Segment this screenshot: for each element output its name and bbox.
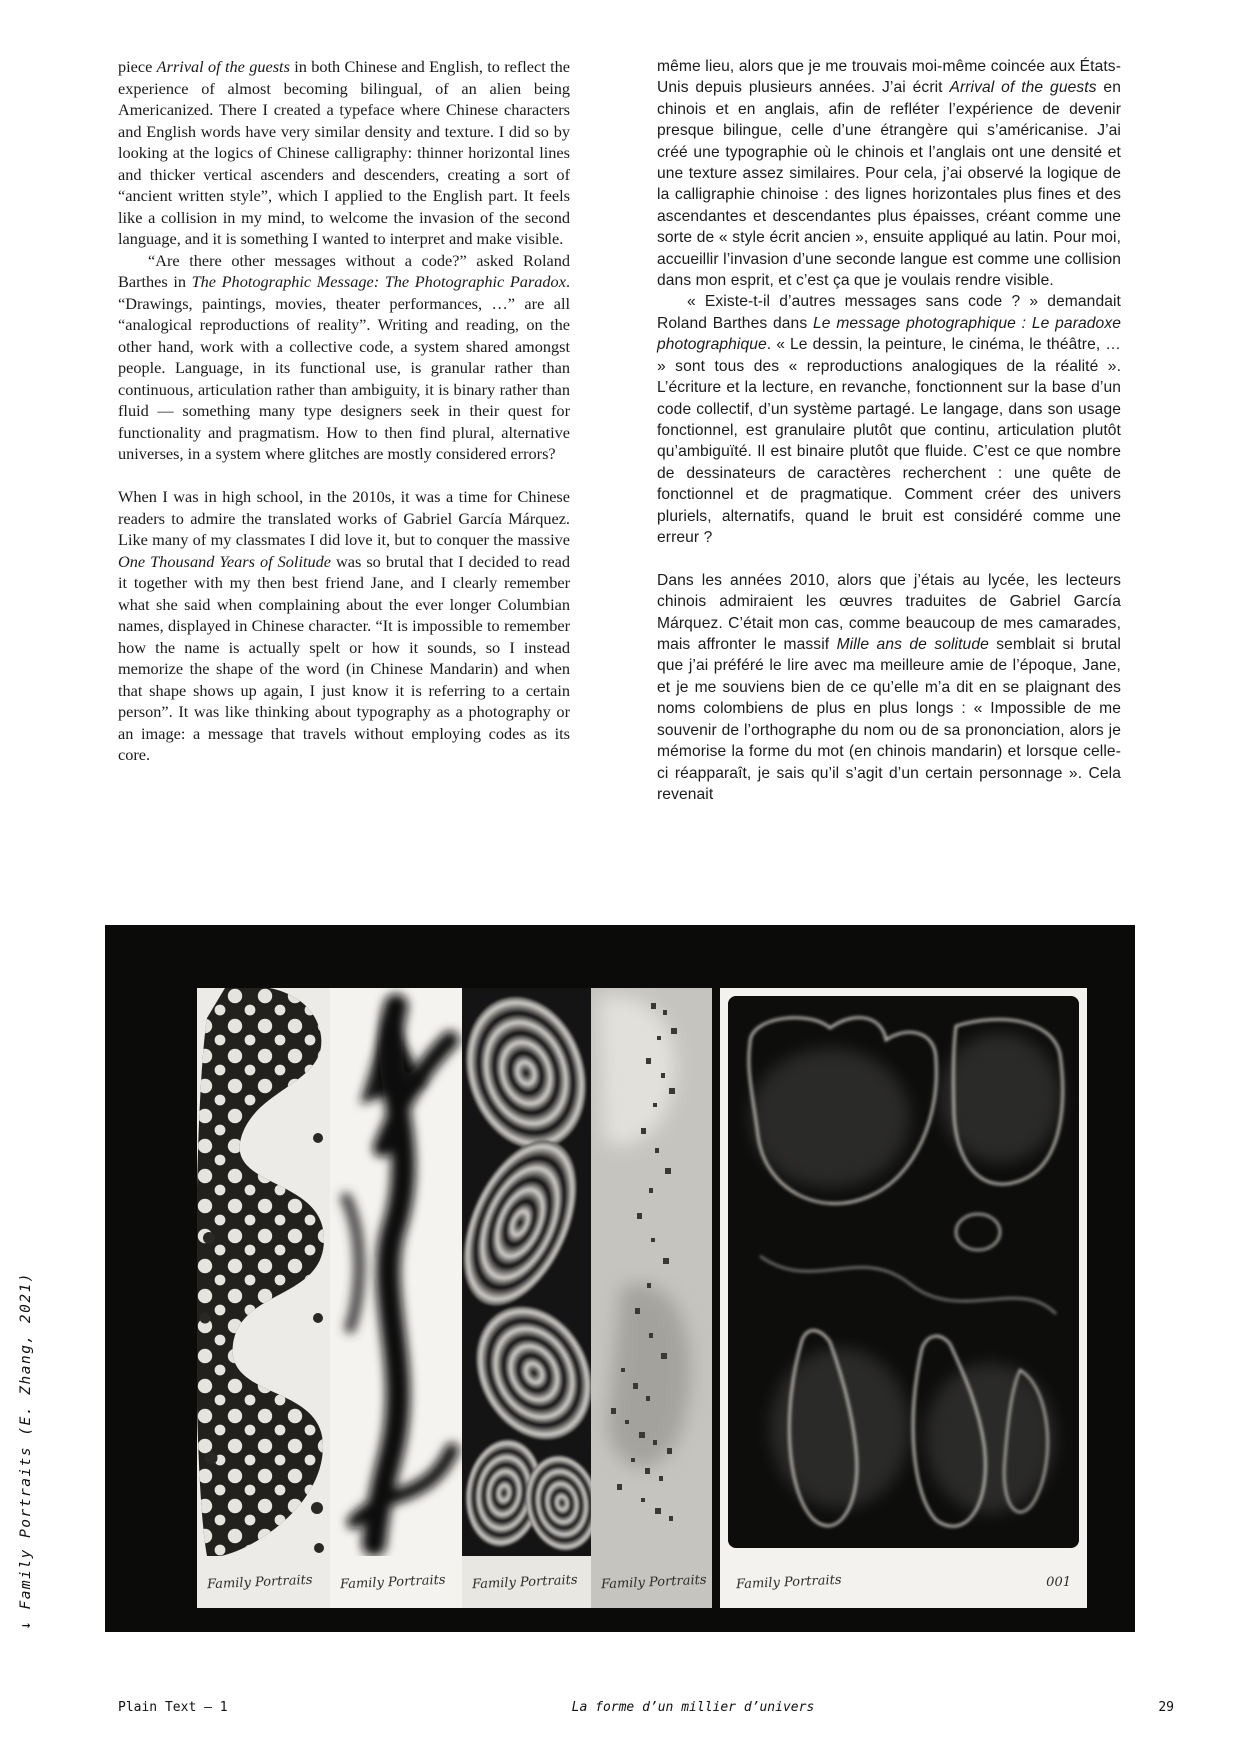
paragraph: When I was in high school, in the 2010s, it was a time for Chinese readers to admire the translated works of Gabriel García Márquez. Like many of my classmates I did love it, but to conquer the massive One Thousand Years of Solitude was so brutal that I decided to read it together with my then best friend Jane, and I clearly remember what she said when complaining about the ever longer Columbian names, displayed in Chinese character. “It is impossible to remember how the name is actually spelt or how it sounds, so I instead memorize the shape of the word (in Chinese Mandarin) and when that shape shows up again, I just know it is referring to a certain person”. It was like thinking about typography as a photography or an image: a message that travels without employing codes as its core. <box>118 487 570 764</box>
print-signature: Family Portraits <box>339 1572 446 1592</box>
artwork-figure <box>105 925 1135 1632</box>
print-signature: Family Portraits <box>600 1572 707 1592</box>
paragraph: “Are there other messages without a code?” asked Roland Barthes in The Photographic Message: The Photographic Paradox. “Drawings, paintings, movies, theater performances, …” are all “analogical reproductions of reality”. Writing and reading, on the other hand, work with a collective code, a system shared amongst people. Language, in its functional use, is granular rather than continuous, articulation rather than ambiguity, it is binary rather than fluid — something many type designers seek in their quest for functionality and pragmatism. How to then find plural, alternative universes, in a system where glitches are mostly considered errors? <box>118 250 571 463</box>
print-signature: Family Portraits <box>735 1572 842 1592</box>
artwork-panel-pixel-scatter <box>591 988 712 1608</box>
column-english <box>118 56 570 766</box>
paragraph: « Existe-t-il d’autres messages sans code ? » demandait Roland Barthes dans Le message photographique : Le paradoxe photographique. « Le dessin, la peinture, le cinéma, le théâtre, … » sont tous des « reproductions analogiques de la réalité ». L’écriture et la lecture, en revanche, fonctionnent sur la base d’un code collectif, d’un système partagé. Le langage, dans son usage fonctionnel, est granulaire plutôt que continu, articulation plutôt qu’ambiguïté. Il est binaire plutôt que fluide. C’est ce que nombre de dessinateurs de caractères recherchent : une quête de fonctionnel et de pragmatique. Comment créer des univers pluriels, alternatifs, quand le bruit est considéré comme une erreur ? <box>657 293 1121 546</box>
artwork-panel-shell-spirals <box>462 988 591 1608</box>
print-edition-number: 001 <box>1046 1574 1071 1590</box>
contour-blob-art <box>720 988 1087 1556</box>
artwork-prints-row <box>197 988 1087 1608</box>
figure-caption-vertical: ↓ Family Portraits (E. Zhang, 2021) <box>18 1271 34 1630</box>
paragraph: même lieu, alors que je me trouvais moi-même coincée aux États-Unis depuis plusieurs années. J’ai écrit Arrival of the guests en chinois et en anglais, afin de refléter l’expérience de devenir presque bilingue, celle d’une étrangère qui s’américanise. J’ai créé une typographie où le chinois et l’anglais ont une densité et une texture assez similaires. Pour cela, j’ai observé la logique de la calligraphie chinoise : des lignes horizontales plus fines et des ascendantes et descendantes plus épaisses, créant comme une sorte de « style écrit ancien », ensuite appliqué au latin. Pour moi, accueillir l’invasion d’une seconde langue est comme une collision dans mon esprit, et c’est ça que je voulais rendre visible. <box>657 58 1121 290</box>
artwork-panel-ink-strokes <box>330 988 462 1608</box>
pixel-scatter-art <box>591 988 712 1556</box>
footer-publication: Plain Text – 1 <box>118 1700 228 1715</box>
print-signature: Family Portraits <box>206 1572 313 1592</box>
page-footer <box>118 1700 1174 1715</box>
paragraph: Dans les années 2010, alors que j’étais au lycée, les lecteurs chinois admiraient les œuvres traduites de Gabriel García Márquez. C’était mon cas, comme beaucoup de mes camarades, mais affronter le massif Mille ans de solitude semblait si brutal que j’ai préféré le lire avec ma meilleure amie de l’époque, Jane, et je me souviens bien de ce qu’elle m’a dit en se plaignant des noms colombiens de plus en plus longs : « Impossible de me souvenir de l’orthographe du nom ou de sa prononciation, alors je mémorise la forme du mot (en chinois mandarin) et lorsque celle-ci réapparaît, je sais qu’il s’agit d’un certain personnage ». Cela revenait <box>657 571 1121 803</box>
paragraph: piece Arrival of the guests in both Chinese and English, to reflect the experience of almost becoming bilingual, of an alien being Americanized. There I created a typeface where Chinese characters and English words have very similar density and texture. I did so by looking at the logics of Chinese calligraphy: thinner horizontal lines and thicker vertical ascenders and descenders, creating a sort of “ancient written style”, which I applied to the English part. It feels like a collision in my mind, to welcome the invasion of the second language, and it is something I wanted to interpret and make visible. <box>118 57 570 248</box>
footer-page-number: 29 <box>1158 1700 1174 1715</box>
polka-dot-art <box>197 988 330 1556</box>
column-french <box>657 56 1121 805</box>
footer-article-title: La forme d’un millier d’univers <box>571 1700 815 1715</box>
artwork-panel-contour-blobs <box>720 988 1087 1608</box>
artwork-panel-polka-dots <box>197 988 330 1608</box>
shell-spiral-art <box>462 988 591 1556</box>
print-signature: Family Portraits <box>471 1572 578 1592</box>
ink-stroke-art <box>330 988 462 1556</box>
